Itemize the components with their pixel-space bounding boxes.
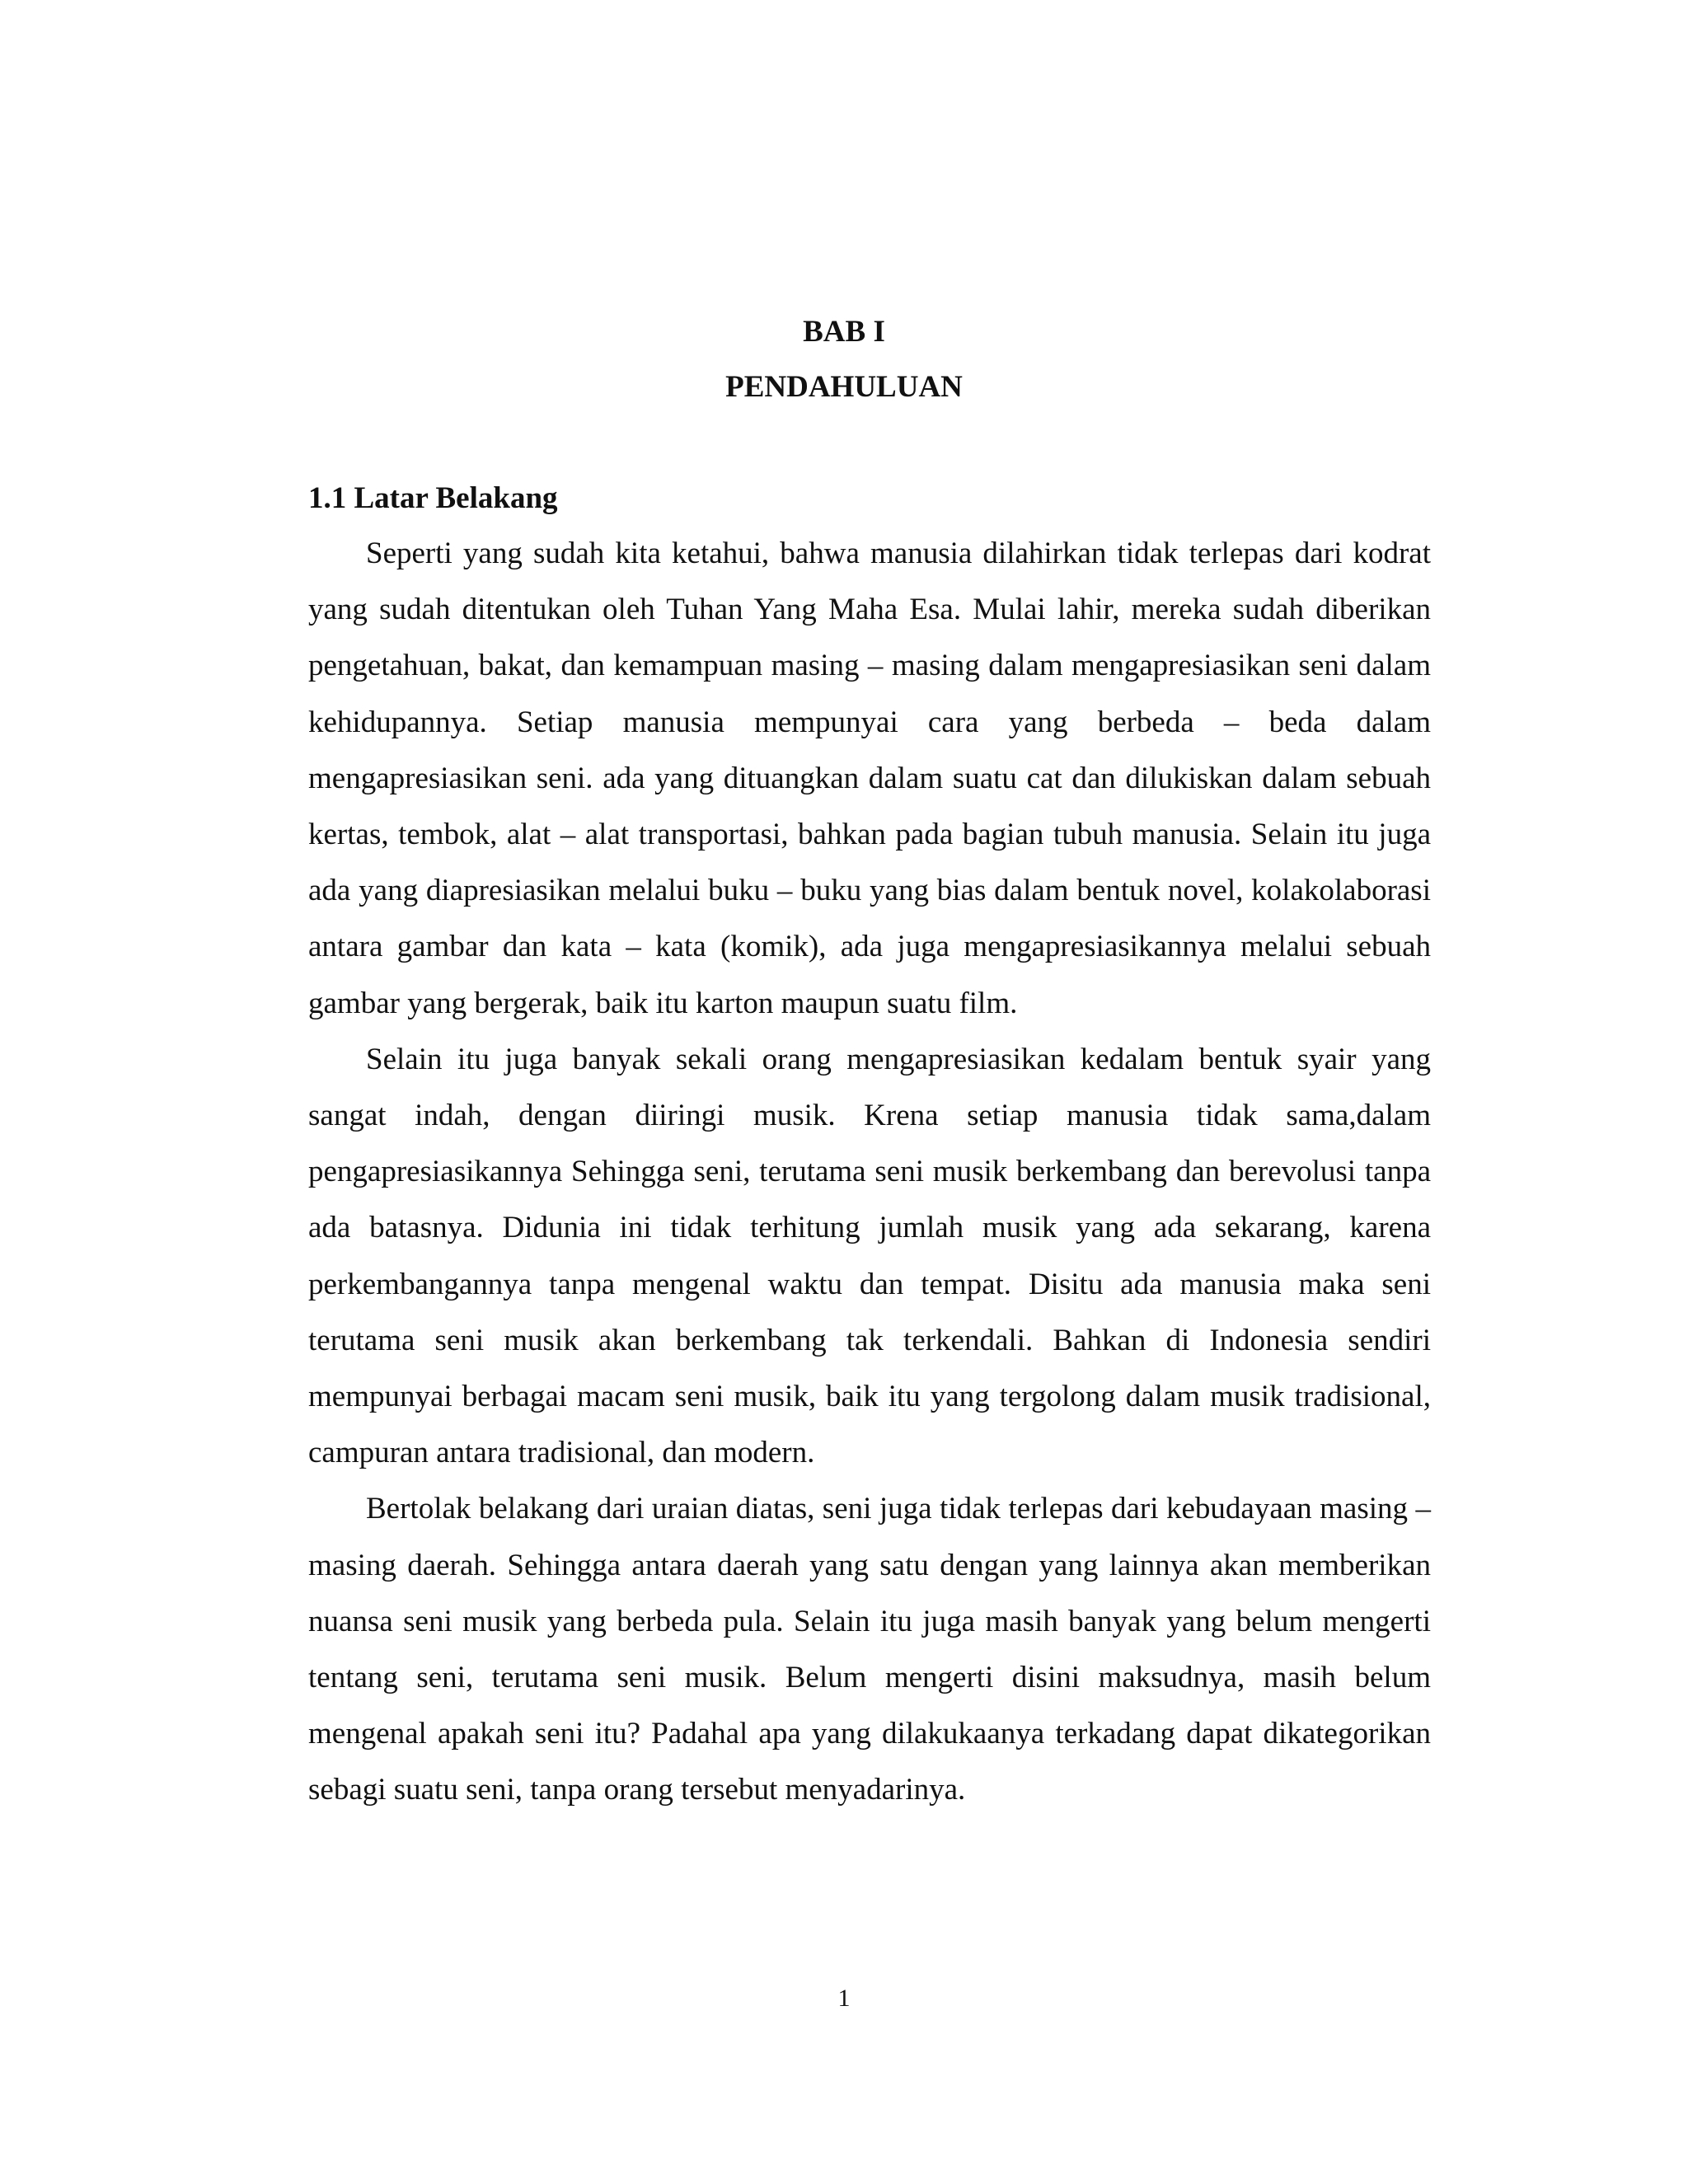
paragraph: Seperti yang sudah kita ketahui, bahwa manusia dilahirkan tidak terlepas dari kodrat yang sudah ditentukan oleh Tuhan Yang Maha Esa. Mulai lahir, mereka sudah diberikan pengetahuan, bakat, dan kemampuan masing – masing dalam mengapresiasikan seni dalam kehidupannya. Setiap manusia mempunyai cara yang berbeda – beda dalam mengapresiasikan seni. ada yang dituangkan dalam suatu cat dan dilukiskan dalam sebuah kertas, tembok, alat – alat transportasi, bahkan pada bagian tubuh manusia. Selain itu juga ada yang diapresiasikan melalui buku – buku yang bias dalam bentuk novel, kolakolaborasi antara gambar dan kata – kata (komik), ada juga mengapresiasikannya melalui sebuah gambar yang bergerak, baik itu karton maupun suatu film.: [308, 537, 1431, 1020]
paragraph: Bertolak belakang dari uraian diatas, seni juga tidak terlepas dari kebudayaan masing – masing daerah. Sehingga antara daerah yang satu dengan yang lainnya akan memberikan nuansa seni musik yang berbeda pula. Selain itu juga masih banyak yang belum mengerti tentang seni, terutama seni musik. Belum mengerti disini maksudnya, masih belum mengenal apakah seni itu? Padahal apa yang dilakukaanya terkadang dapat dikategorikan sebagi suatu seni, tanpa orang tersebut menyadarinya.: [308, 1492, 1431, 1807]
page-number: 1: [837, 1985, 851, 2012]
section-heading: 1.1 Latar Belakang: [308, 481, 558, 515]
chapter-title: PENDAHULUAN: [725, 370, 963, 404]
section-body: [308, 526, 1431, 1819]
chapter-number: BAB I: [803, 315, 885, 349]
paragraph: Selain itu juga banyak sekali orang mengapresiasikan kedalam bentuk syair yang sangat indah, dengan diiringi musik. Krena setiap manusia tidak sama,dalam pengapresiasikannya Sehingga seni, terutama seni musik berkembang dan berevolusi tanpa ada batasnya. Didunia ini tidak terhitung jumlah musik yang ada sekarang, karena perkembangannya tanpa mengenal waktu dan tempat. Disitu ada manusia maka seni terutama seni musik akan berkembang tak terkendali. Bahkan di Indonesia sendiri mempunyai berbagai macam seni musik, baik itu yang tergolong dalam musik tradisional, campuran antara tradisional, dan modern.: [308, 1042, 1431, 1470]
